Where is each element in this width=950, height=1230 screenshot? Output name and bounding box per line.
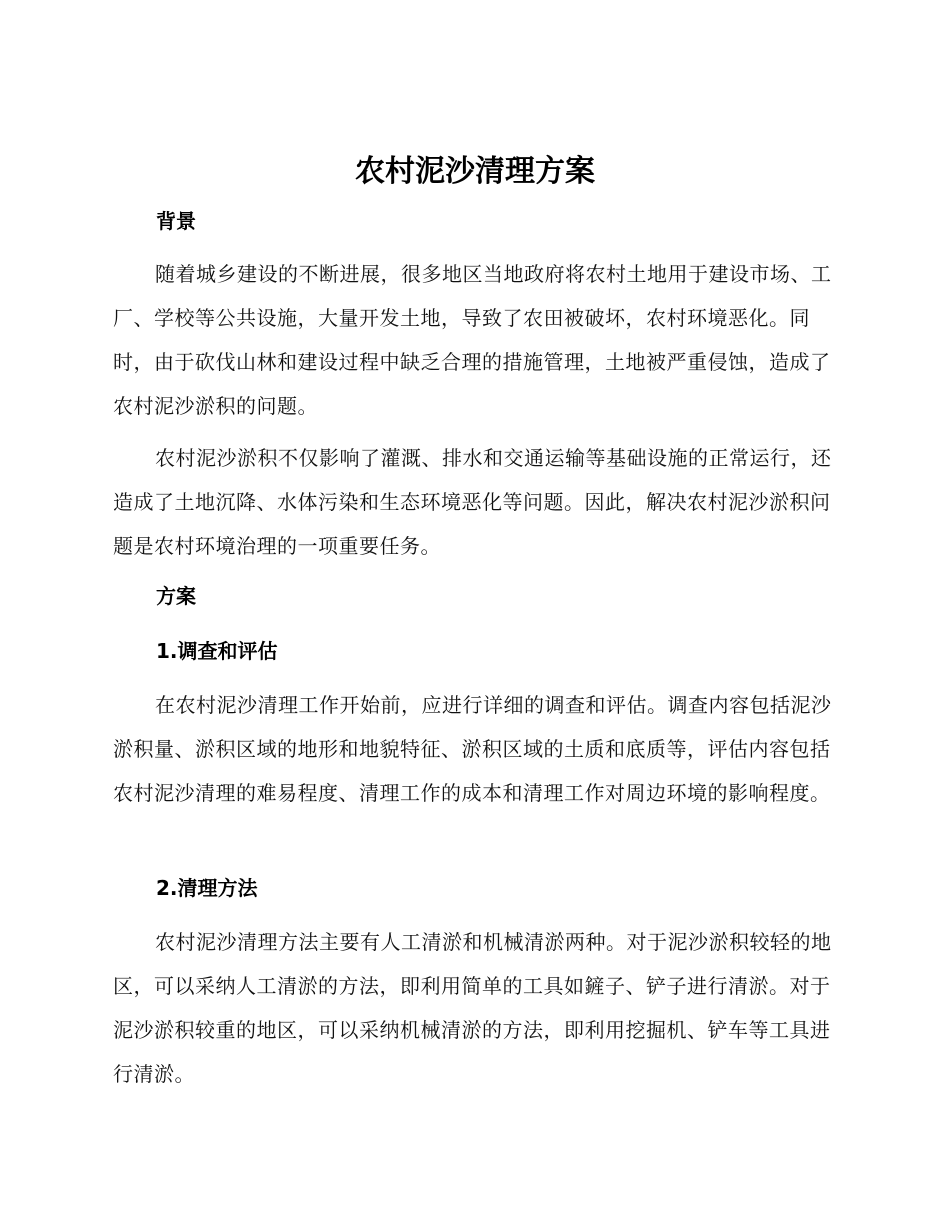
subsection-heading-survey: 1.调查和评估 [156,639,278,663]
paragraph-survey: 在农村泥沙清理工作开始前，应进行详细的调查和评估。调查内容包括泥沙淤积量、淤积区域的地形和地貌特征、淤积区域的土质和底质等，评估内容包括农村泥沙清理的难易程度、清理工作的成本和清理工作对周边环境的影响程度。 [113,693,832,805]
section-heading-background: 背景 [156,209,196,233]
document-title: 农村泥沙清理方案 [355,154,595,189]
section-heading-plan: 方案 [156,584,196,608]
paragraph-background-1: 随着城乡建设的不断进展，很多地区当地政府将农村土地用于建设市场、工厂、学校等公共设施，大量开发土地，导致了农田被破坏，农村环境恶化。同时，由于砍伐山林和建设过程中缺乏合理的措施管理，土地被严重侵蚀，造成了农村泥沙淤积的问题。 [113,262,832,418]
paragraph-background-2: 农村泥沙淤积不仅影响了灌溉、排水和交通运输等基础设施的正常运行，还造成了土地沉降、水体污染和生态环境恶化等问题。因此，解决农村泥沙淤积问题是农村环境治理的一项重要任务。 [113,446,832,558]
subsection-heading-method: 2.清理方法 [156,876,258,900]
paragraph-method: 农村泥沙清理方法主要有人工清淤和机械清淤两种。对于泥沙淤积较轻的地区，可以采纳人工清淤的方法，即利用简单的工具如鏟子、铲子进行清淤。对于泥沙淤积较重的地区，可以采纳机械清淤的方法，即利用挖掘机、铲车等工具进行清淤。 [113,930,832,1086]
